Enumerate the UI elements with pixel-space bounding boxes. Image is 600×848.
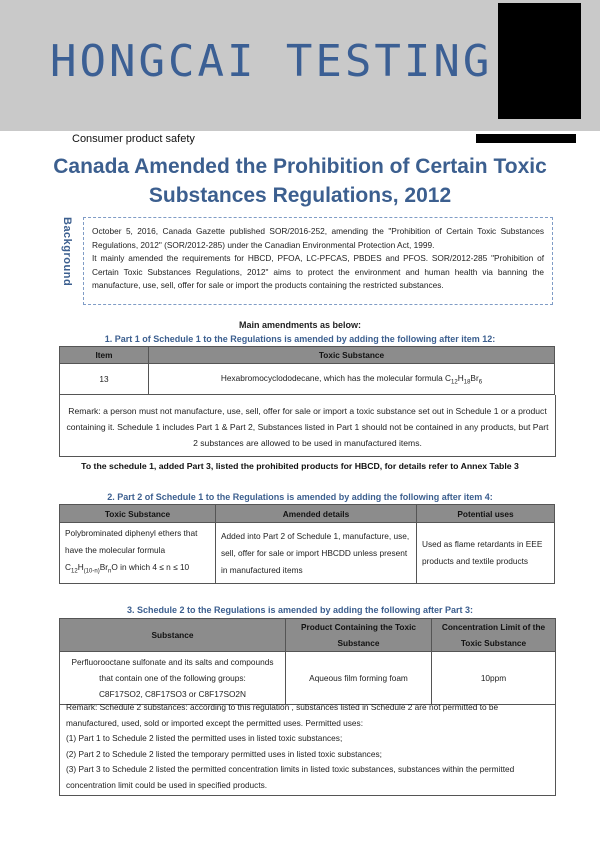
section-2-table <box>59 504 555 584</box>
title-line-2: Substances Regulations, 2012 <box>148 184 452 207</box>
col-header-amended-details: Amended details <box>216 505 417 523</box>
formula-el: O in which 4 ≤ n ≤ 10 <box>111 562 190 573</box>
formula-sub: 6 <box>478 379 483 386</box>
formula-sub: n <box>108 568 112 575</box>
remark-line: Remark: Schedule 2 substances: according to this regulation , substances listed in Schedule 2 are not permitted to be manufactured, used, sold or imported except the permitted uses. Permitted uses: <box>66 702 499 728</box>
col-header-potential-uses: Potential uses <box>417 505 555 523</box>
remark-line: (2) Part 2 to Schedule 2 listed the temporary permitted uses in listed toxic substances; <box>66 748 382 759</box>
formula-el: Br <box>470 372 479 383</box>
remark-line: (1) Part 1 to Schedule 2 listed the permitted uses in listed toxic substances; <box>66 733 343 743</box>
col-header-product: Product Containing the Toxic Substance <box>286 619 432 652</box>
intro-paragraph-2: It mainly amended the requirements for HBCD, PFOA, LC-PFCAS, PBDES and PFOS. SOR/2012-285 "Prohibition of Certain Toxic Substances Regulations, 2012" aims to protect the environment and human health via banning the manufacture, use, sell, offer for sale or import the products containing the restricted substances. <box>92 253 544 290</box>
cell-item: 13 <box>60 364 149 395</box>
background-side-label: Background <box>61 217 73 287</box>
brand-title: HONGCAI TESTING <box>50 36 493 87</box>
redacted-logo <box>498 3 581 119</box>
cell-limit: 10ppm <box>432 652 556 705</box>
formula-el: C <box>65 562 71 573</box>
intro-paragraph-1: October 5, 2016, Canada Gazette published SOR/2016-252, amending the "Prohibition of Certain Toxic Substances Regulations, 2012" (SOR/2012-285) under the Canadian Environmental Protection Act, 1999. <box>92 226 544 250</box>
table-row <box>60 364 555 395</box>
cell-substance <box>60 523 216 584</box>
col-header-limit: Concentration Limit of the Toxic Substance <box>432 619 556 652</box>
remark-line: (3) Part 3 to Schedule 2 listed the permitted concentration limits in listed toxic substances, substances within the permitted concentration limit could be used in specified products. <box>66 764 515 790</box>
section-3-title: 3. Schedule 2 to the Regulations is amended by adding the following after Part 3: <box>126 605 474 615</box>
formula-sub: 12 <box>451 379 458 386</box>
title-line-1: Canada Amended the Prohibition of Certain Toxic <box>53 155 547 178</box>
substance-text: Perfluorooctane sulfonate and its salts and compounds that contain one of the following groups: <box>71 657 274 683</box>
section-1-remark: Remark: a person must not manufacture, use, sell, offer for sale or import a toxic substance set out in Schedule 1 or a product containing it. Schedule 1 includes Part 1 & Part 2, Substances listed in Part 1 should not be contained in any products, but Part 2 substances are allowed to be used in manufactured items. <box>59 395 556 457</box>
cell-product: Aqueous film forming foam <box>286 652 432 705</box>
section-3-remark <box>59 700 556 796</box>
formula-list: C8F17SO2, C8F17SO3 or C8F17SO2N <box>98 689 247 699</box>
table-row <box>60 652 556 705</box>
main-amendments-heading: Main amendments as below: <box>238 320 362 330</box>
formula-el: Br <box>99 562 108 573</box>
col-header-substance: Substance <box>60 619 286 652</box>
cell-substance <box>149 364 555 395</box>
col-header-item: Item <box>60 347 149 364</box>
section-3-table <box>59 618 556 705</box>
category-label: Consumer product safety <box>72 133 195 145</box>
formula-sub: 18 <box>463 379 471 386</box>
section-1-title: 1. Part 1 of Schedule 1 to the Regulations is amended by adding the following after item 12: <box>104 334 496 344</box>
page-title <box>20 152 580 210</box>
substance-text: Hexabromocyclododecane, which has the molecular formula C <box>220 372 452 383</box>
section-1-note: To the schedule 1, added Part 3, listed the prohibited products for HBCD, for details refer to Annex Table 3 <box>81 461 519 471</box>
section-2-title: 2. Part 2 of Schedule 1 to the Regulations is amended by adding the following after item 4: <box>107 492 493 502</box>
header-banner <box>0 0 600 131</box>
background-box <box>83 217 553 305</box>
formula-sub: 12 <box>71 568 78 575</box>
cell-substance <box>60 652 286 705</box>
table-row <box>60 523 555 584</box>
substance-text: Polybrominated diphenyl ethers that have the molecular formula <box>65 528 198 556</box>
formula-el: H <box>457 372 464 383</box>
formula-sub: (10-n) <box>83 568 100 575</box>
col-header-toxic-substance: Toxic Substance <box>149 347 555 364</box>
redacted-text <box>476 134 576 143</box>
col-header-toxic-substance: Toxic Substance <box>60 505 216 523</box>
section-1-table <box>59 346 555 395</box>
formula-el: H <box>77 562 84 573</box>
cell-uses: Used as flame retardants in EEE products and textile products <box>417 523 555 584</box>
cell-details: Added into Part 2 of Schedule 1, manufacture, use, sell, offer for sale or import HBCDD unless present in manufactured items <box>216 523 417 584</box>
